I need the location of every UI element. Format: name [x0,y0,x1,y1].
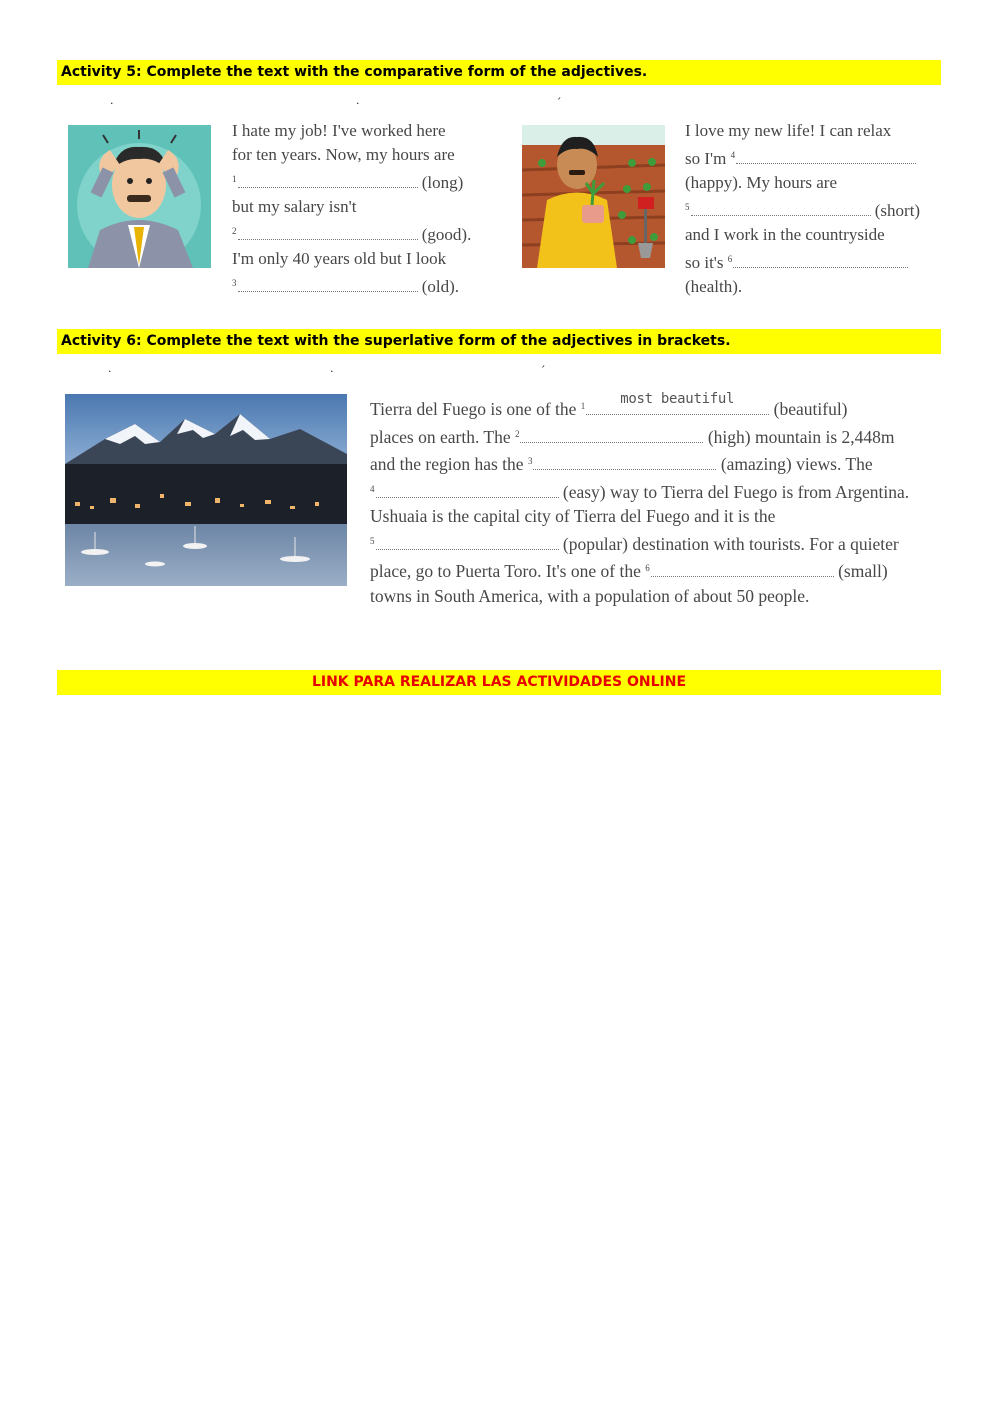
gap-number: 5 [685,202,690,212]
hint-word: (short) [874,201,921,220]
scan-mark: · [108,365,112,378]
text-fragment: and the region has the [370,454,524,474]
gap-number: 6 [645,563,650,573]
text-line: and I work in the countryside [685,225,885,244]
gap-4-input[interactable] [376,483,559,498]
gap-number: 3 [232,278,237,288]
text-line: (happy). My hours are [685,173,838,192]
text-line: Ushuaia is the capital city of Tierra del Fuego and it is the [370,506,776,526]
text-fragment: (high) mountain is 2,448m [707,426,895,447]
gap-3-input[interactable] [533,455,716,470]
stressed-man-image [68,125,211,268]
text-line [685,195,920,223]
text-line [370,422,909,450]
scan-mark: · [110,97,114,110]
gap-3-input[interactable] [238,277,418,292]
gap-number: 1 [232,174,237,184]
gap-2-input[interactable] [520,428,703,443]
hint-word: (small) [838,561,888,581]
activity5-text-left [232,119,471,299]
text-line [370,529,909,557]
scan-mark: ´ [540,364,546,377]
text-line [370,391,909,422]
text-fragment: Tierra del Fuego is one of the [370,399,577,419]
text-line: (health). [685,277,743,296]
text-fragment: so it's [685,253,724,272]
hint-word: (long) [421,173,464,192]
text-line [685,247,920,275]
text-line [232,167,471,195]
gardener-image [522,125,665,268]
text-fragment: so I'm [685,149,727,168]
gap-5-input[interactable] [691,201,871,216]
text-line: for ten years. Now, my hours are [232,145,455,164]
gap-number: 5 [370,535,375,546]
scan-mark: · [330,365,334,378]
hint-word: (beautiful) [773,399,848,419]
activity6-text [370,391,910,608]
gap-4-input[interactable] [736,149,916,164]
gap-number: 6 [727,254,733,264]
text-line: I hate my job! I've worked here [232,121,446,140]
gap-5-input[interactable] [376,535,559,550]
text-fragment: places on earth. The [370,426,511,447]
text-fragment: (easy) way to Tierra del Fuego is from Argentina. [562,481,910,502]
gap-1-input[interactable] [586,391,769,415]
gap-6-input[interactable] [651,562,834,577]
text-line [232,271,471,299]
activity5-text-right [685,119,920,299]
text-line [685,143,920,171]
scan-mark: · [356,97,360,110]
gap-number: 3 [527,456,533,466]
text-line: I'm only 40 years old but I look [232,249,447,268]
gap-1-input[interactable] [238,173,418,188]
gap-number: 2 [514,428,520,439]
text-line [370,556,909,584]
gap-number: 2 [232,226,237,236]
text-fragment: (popular) destination with tourists. For a quieter [562,533,899,554]
text-line: towns in South America, with a population of about 50 people. [370,585,810,606]
activity5-title: Activity 5: Complete the text with the comparative form of the adjectives. [57,60,941,85]
text-line [232,219,471,247]
hint-word: (old). [421,277,460,296]
text-line [370,477,909,505]
online-activities-link[interactable]: LINK PARA REALIZAR LAS ACTIVIDADES ONLINE [57,670,941,695]
text-fragment: place, go to Puerta Toro. It's one of the [370,561,641,581]
gap-number: 4 [370,483,375,494]
text-line: I love my new life! I can relax [685,121,892,140]
gap-2-input[interactable] [238,225,418,240]
ushuaia-harbour-photo [65,394,347,586]
gap-number: 4 [730,150,736,160]
example-answer: most beautiful [620,391,735,407]
text-line [370,449,909,477]
gap-number: 1 [580,401,586,411]
text-line: but my salary isn't [232,197,357,216]
activity6-title: Activity 6: Complete the text with the superlative form of the adjectives in brackets. [57,329,941,354]
text-fragment: (amazing) views. The [720,454,873,474]
gap-6-input[interactable] [733,253,908,268]
hint-word: (good). [421,225,472,244]
scan-mark: ´ [556,96,562,109]
